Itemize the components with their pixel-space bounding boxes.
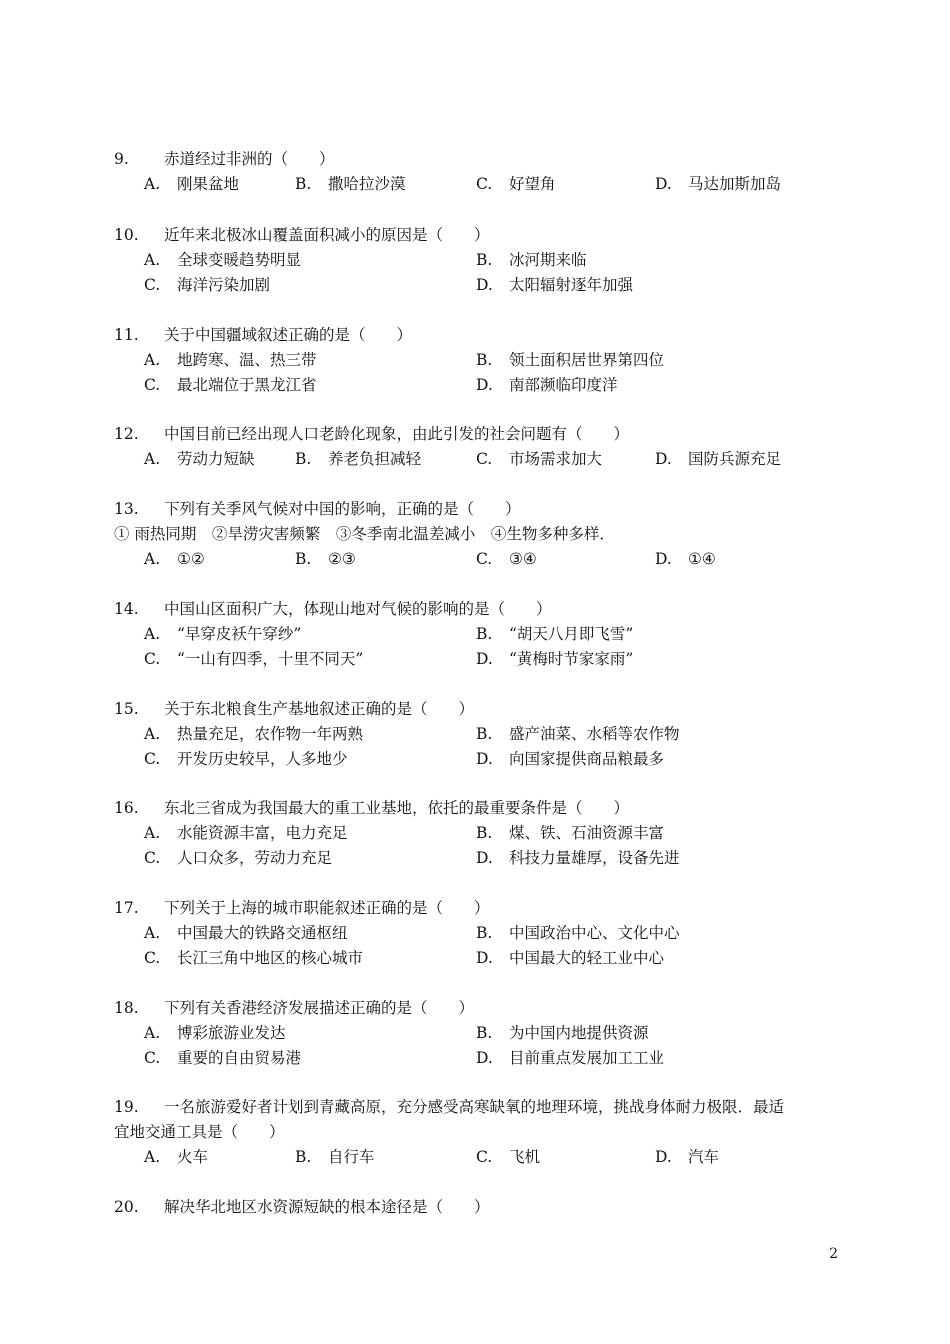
option-b: B. 盛产油菜、水稻等农作物 [476, 725, 680, 743]
option-d: D. 向国家提供商品粮最多 [476, 750, 665, 768]
option-a: A. 水能资源丰富，电力充足 [144, 824, 348, 842]
question-18 [114, 996, 844, 1071]
option-d: D. 太阳辐射逐年加强 [476, 276, 634, 294]
option-d: D. 国防兵源充足 [655, 450, 782, 468]
question-19 [114, 1095, 844, 1170]
option-b: B. 为中国内地提供资源 [476, 1024, 649, 1042]
question-text: 下列有关香港经济发展描述正确的是（ ） [164, 999, 475, 1017]
option-a: A. “早穿皮袄午穿纱” [144, 625, 302, 643]
option-d: D. 马达加斯加岛 [655, 175, 782, 193]
question-number: 16. [114, 799, 139, 817]
question-text: 关于东北粮食生产基地叙述正确的是（ ） [164, 700, 475, 718]
question-text: 赤道经过非洲的（ ） [164, 150, 335, 168]
option-b: B. 撒哈拉沙漠 [295, 175, 406, 193]
question-number: 14. [114, 600, 139, 618]
option-c: C. 人口众多，劳动力充足 [144, 849, 333, 867]
question-text: 近年来北极冰山覆盖面积减小的原因是（ ） [164, 226, 490, 244]
option-b: B. 冰河期来临 [476, 251, 587, 269]
question-number: 15. [114, 700, 139, 718]
option-b: B. “胡天八月即飞雪” [476, 625, 634, 643]
option-a: A. 全球变暖趋势明显 [144, 251, 302, 269]
option-c: C. 好望角 [476, 175, 556, 193]
question-number: 12. [114, 425, 139, 443]
option-a: A. 刚果盆地 [144, 175, 240, 193]
option-a: A. 劳动力短缺 [144, 450, 255, 468]
question-text: 东北三省成为我国最大的重工业基地，依托的最重要条件是（ ） [164, 799, 630, 817]
question-number: 20. [114, 1198, 139, 1216]
question-number: 19. [114, 1098, 139, 1116]
question-13 [114, 497, 844, 572]
question-text: 中国目前已经出现人口老龄化现象，由此引发的社会问题有（ ） [164, 425, 630, 443]
option-b: B. 煤、铁、石油资源丰富 [476, 824, 665, 842]
option-a: A. 热量充足，农作物一年两熟 [144, 725, 364, 743]
option-d: D. 科技力量雄厚，设备先进 [476, 849, 680, 867]
option-c: C. 海洋污染加剧 [144, 276, 271, 294]
option-c: C. ③④ [476, 550, 537, 568]
question-14 [114, 597, 844, 672]
question-12 [114, 422, 844, 472]
option-d: D. 中国最大的轻工业中心 [476, 949, 665, 967]
question-text: 下列关于上海的城市职能叙述正确的是（ ） [164, 899, 490, 917]
question-16 [114, 796, 844, 871]
option-a: A. 火车 [144, 1148, 209, 1166]
option-b: B. ②③ [295, 550, 356, 568]
question-text-continued: 宜地交通工具是（ ） [114, 1123, 285, 1141]
question-9 [114, 147, 844, 197]
option-c: C. 飞机 [476, 1148, 541, 1166]
question-text: 下列有关季风气候对中国的影响，正确的是（ ） [164, 500, 521, 518]
question-number: 13. [114, 500, 139, 518]
option-b: B. 领土面积居世界第四位 [476, 351, 665, 369]
question-15 [114, 697, 844, 772]
page-number: 2 [829, 1246, 838, 1262]
option-d: D. 南部濒临印度洋 [476, 376, 618, 394]
option-d: D. 汽车 [655, 1148, 720, 1166]
option-b: B. 养老负担减轻 [295, 450, 422, 468]
question-text: 一名旅游爱好者计划到青藏高原，充分感受高寒缺氧的地理环境，挑战身体耐力极限．最适 [164, 1098, 785, 1116]
option-a: A. 中国最大的铁路交通枢纽 [144, 924, 348, 942]
question-number: 11. [114, 326, 139, 344]
option-b: B. 自行车 [295, 1148, 375, 1166]
statement-list: ① 雨热同期 ②旱涝灾害频繁 ③冬季南北温差减小 ④生物多种多样． [114, 525, 615, 543]
question-17 [114, 896, 844, 971]
question-number: 10. [114, 226, 139, 244]
option-a: A. 地跨寒、温、热三带 [144, 351, 317, 369]
option-c: C. 最北端位于黑龙江省 [144, 376, 317, 394]
option-a: A. ①② [144, 550, 205, 568]
option-a: A. 博彩旅游业发达 [144, 1024, 286, 1042]
option-c: C. 重要的自由贸易港 [144, 1049, 302, 1067]
question-number: 18. [114, 999, 139, 1017]
question-10 [114, 223, 844, 298]
question-number: 9. [114, 150, 129, 168]
option-c: C. 开发历史较早，人多地少 [144, 750, 348, 768]
question-text: 关于中国疆域叙述正确的是（ ） [164, 326, 413, 344]
question-text: 中国山区面积广大，体现山地对气候的影响的是（ ） [164, 600, 552, 618]
option-b: B. 中国政治中心、文化中心 [476, 924, 680, 942]
option-d: D. “黄梅时节家家雨” [476, 650, 634, 668]
question-11 [114, 323, 844, 398]
option-d: D. 目前重点发展加工工业 [476, 1049, 665, 1067]
option-d: D. ①④ [655, 550, 716, 568]
question-20 [114, 1195, 844, 1220]
option-c: C. 长江三角中地区的核心城市 [144, 949, 364, 967]
option-c: C. 市场需求加大 [476, 450, 603, 468]
option-c: C. “一山有四季，十里不同天” [144, 650, 364, 668]
question-number: 17. [114, 899, 139, 917]
question-text: 解决华北地区水资源短缺的根本途径是（ ） [164, 1198, 490, 1216]
